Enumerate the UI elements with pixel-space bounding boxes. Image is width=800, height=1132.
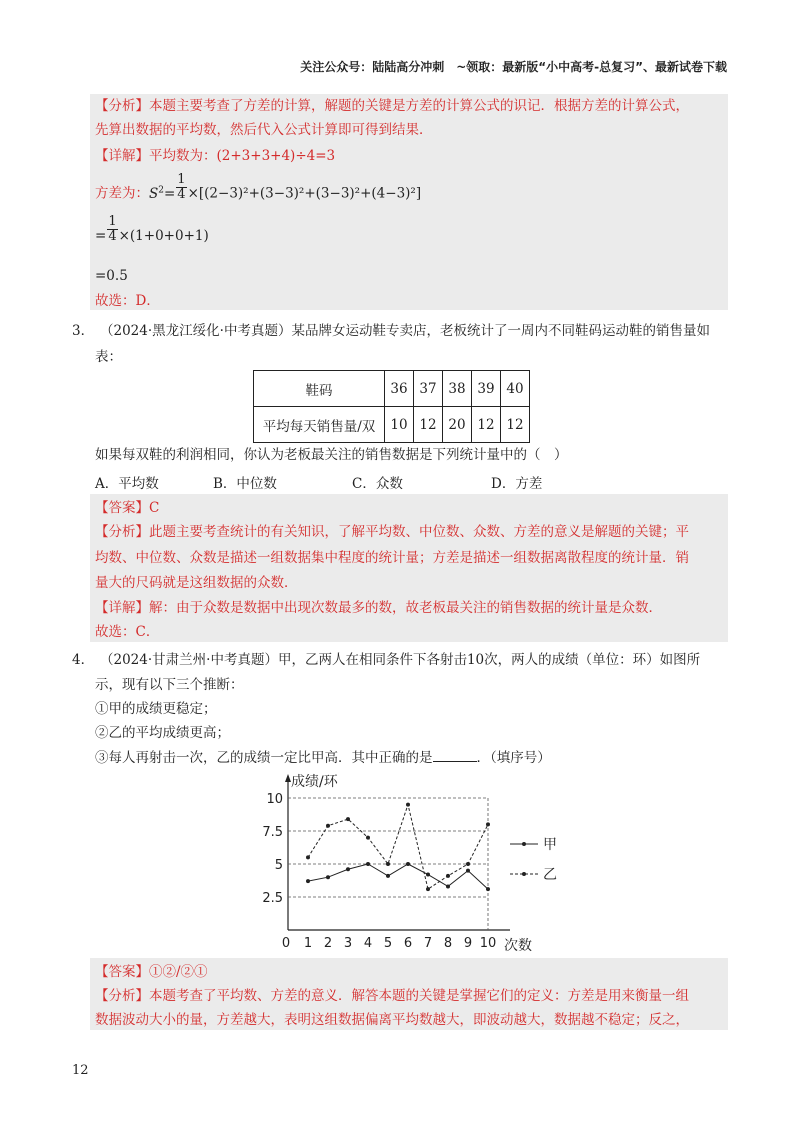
q3-question: 如果每双鞋的利润相同，你认为老板最关注的销售数据是下列统计量中的（ ） — [95, 447, 568, 463]
data-point — [466, 862, 470, 866]
q2-mean-expression: (2+3+3+4)÷4=3 — [216, 148, 336, 164]
q4-answer-blank — [433, 747, 477, 762]
table-row — [254, 407, 530, 443]
data-point — [486, 887, 490, 891]
q2-variance-line: 方差为：$S^2=$ $\frac{1}{4}$ ×[(2−3)²+(3−3)²+(3−3)²+(4−3)²] — [95, 171, 422, 202]
q3-answer: 【答案】C — [95, 500, 160, 516]
table-cell: 10 — [385, 407, 414, 443]
data-point — [366, 862, 370, 866]
table-cell: 37 — [414, 371, 443, 407]
q2-variance-symbol: $S^2=$ — [149, 185, 176, 202]
q2-step3: =0.5 — [95, 268, 128, 284]
q4-stem-line1: （2024·甘肃兰州·中考真题）甲，乙两人在相同条件下各射击10次，两人的成绩（单位：环）如图所 — [100, 652, 701, 668]
q4-analysis-line1: 【分析】本题考查了平均数、方差的意义．解答本题的关键是掌握它们的定义：方差是用来衡量一组 — [95, 988, 689, 1004]
y-tick-label: 2.5 — [262, 891, 283, 906]
legend-marker — [522, 872, 526, 876]
table-cell: 12 — [472, 407, 501, 443]
x-tick-label: 4 — [363, 936, 373, 951]
table-cell: 12 — [501, 407, 530, 443]
x-tick-label: 7 — [423, 936, 433, 951]
table-cell: 36 — [385, 371, 414, 407]
x-tick-label: 8 — [443, 936, 453, 951]
q3-detail: 【详解】解：由于众数是数据中出现次数最多的数，故老板最关注的销售数据的统计量是众数． — [95, 600, 662, 616]
x-tick-label: 5 — [383, 936, 393, 951]
q2-analysis-line1: 【分析】本题主要考查了方差的计算，解题的关键是方差的计算公式的识记．根据方差的计算公式， — [95, 98, 689, 114]
legend-marker — [522, 842, 526, 846]
shooting-scores-chart — [255, 768, 575, 958]
table-cell: 39 — [472, 371, 501, 407]
q3-analysis-line1: 【分析】此题主要考查统计的有关知识，了解平均数、中位数、众数、方差的意义是解题的关键；平 — [95, 524, 689, 540]
x-tick-label: 6 — [403, 936, 413, 951]
q4-answer: 【答案】①②/②① — [95, 964, 208, 980]
y-tick-label: 7.5 — [262, 825, 283, 840]
q2-fraction: $\frac{1}{4}$ — [177, 171, 186, 202]
y-tick-label: 10 — [266, 792, 283, 807]
q3-option-d: D．方差 — [491, 476, 543, 492]
q4-stem-line2: 示，现有以下三个推断： — [95, 677, 244, 693]
legend-label: 甲 — [543, 837, 557, 853]
data-point — [466, 869, 470, 873]
table-cell: 20 — [443, 407, 472, 443]
q2-step2-fraction: $\frac{1}{4}$ — [108, 214, 117, 244]
q3-choice: 故选：C． — [95, 624, 160, 640]
legend-label: 乙 — [543, 867, 557, 883]
q2-detail-mean: 【详解】平均数为：(2+3+3+4)÷4=3 — [95, 148, 336, 164]
data-point — [326, 875, 330, 879]
q3-stem-line2: 表： — [95, 349, 122, 365]
q2-variance-expression: ×[(2−3)²+(3−3)²+(3−3)²+(4−3)²] — [187, 185, 422, 202]
q4-number: 4． — [72, 652, 95, 668]
data-point — [406, 803, 410, 807]
table-cell: 38 — [443, 371, 472, 407]
x-tick-label: 9 — [463, 936, 473, 951]
shoe-sales-table — [253, 370, 530, 443]
table-cell: 12 — [414, 407, 443, 443]
q2-detail-tag: 【详解】 — [95, 148, 149, 164]
data-point — [326, 824, 330, 828]
data-point — [306, 855, 310, 859]
data-point — [386, 862, 390, 866]
q3-option-a: A．平均数 — [95, 476, 159, 492]
q2-analysis-line2: 先算出数据的平均数，然后代入公式计算即可得到结果． — [95, 122, 433, 138]
q3-analysis-line2: 均数、中位数、众数是描述一组数据集中程度的统计量；方差是描述一组数据离散程度的统计量．销 — [95, 550, 689, 566]
x-tick-label: 1 — [303, 936, 313, 951]
q2-choice: 故选：D． — [95, 293, 160, 309]
page-header: 关注公众号：陆陆高分冲刺 ~领取：最新版“小中高考-总复习”、最新试卷下载 — [300, 60, 727, 74]
data-point — [486, 822, 490, 826]
x-tick-label: 10 — [479, 936, 497, 951]
data-point — [346, 867, 350, 871]
q3-solution-box — [90, 494, 728, 642]
q3-option-c: C．众数 — [352, 476, 403, 492]
table-row — [254, 371, 530, 407]
x-tick-label: 3 — [343, 936, 353, 951]
data-point — [446, 884, 450, 888]
table-cell: 40 — [501, 371, 530, 407]
data-point — [346, 817, 350, 821]
data-point — [446, 874, 450, 878]
table-cell: 平均每天销售量/双 — [254, 407, 385, 443]
q2-analysis-tag: 【分析】 — [95, 98, 149, 114]
q2-step2: = $\frac{1}{4}$ ×(1+0+0+1) — [95, 214, 209, 244]
q4-item2: ②乙的平均成绩更高； — [95, 725, 230, 741]
page-number: 12 — [72, 1063, 89, 1078]
data-point — [406, 862, 410, 866]
y-axis-label: 成绩/环 — [291, 774, 338, 790]
x-tick-label: 2 — [323, 936, 333, 951]
data-point — [386, 874, 390, 878]
x-tick-label: 0 — [281, 936, 291, 951]
q3-stem-line1: （2024·黑龙江绥化·中考真题）某品牌女运动鞋专卖店，老板统计了一周内不同鞋码运动鞋的销售量如 — [100, 323, 710, 339]
q4-item3: ③每人再射击一次，乙的成绩一定比甲高．其中正确的是 ．（填序号） — [95, 746, 551, 766]
y-tick-label: 5 — [274, 858, 283, 873]
data-point — [366, 836, 370, 840]
x-axis-label: 次数 — [504, 938, 532, 954]
table-cell: 鞋码 — [254, 371, 385, 407]
data-point — [426, 873, 430, 877]
data-point — [306, 879, 310, 883]
q3-option-b: B．中位数 — [213, 476, 277, 492]
q3-analysis-line3: 量大的尺码就是这组数据的众数． — [95, 575, 298, 591]
q4-analysis-line2: 数据波动大小的量，方差越大，表明这组数据偏离平均数越大，即波动越大，数据越不稳定；反之， — [95, 1012, 689, 1028]
data-point — [426, 887, 430, 891]
q3-number: 3． — [72, 323, 95, 339]
q4-item1: ①甲的成绩更稳定； — [95, 701, 217, 717]
